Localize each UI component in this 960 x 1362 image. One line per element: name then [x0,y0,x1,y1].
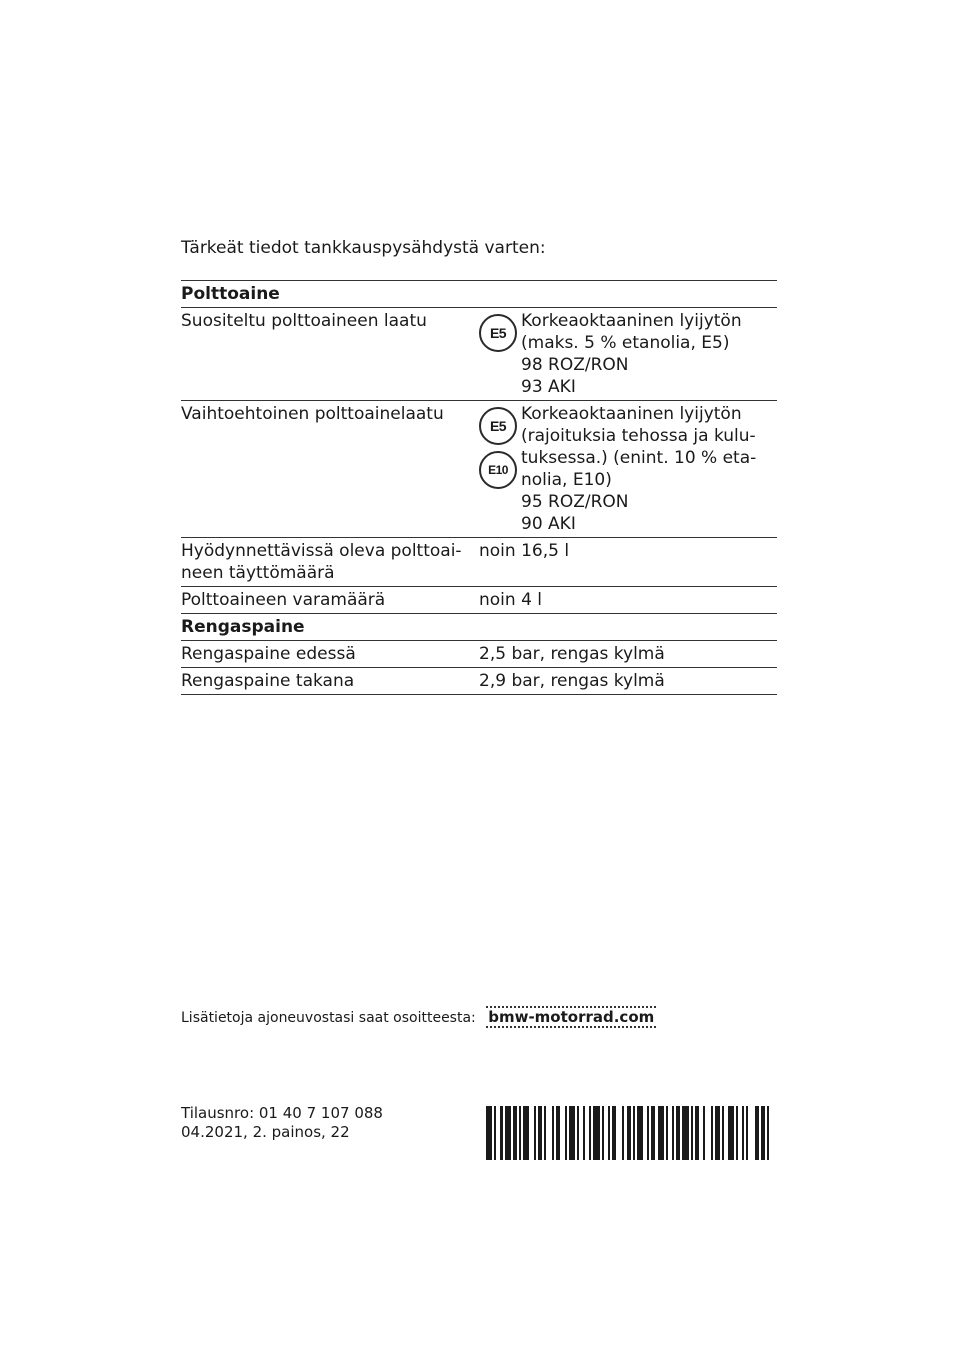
fuel-capacity-value: noin 16,5 l [479,541,570,561]
section-title-tyres: Rengaspaine [181,617,305,637]
recommended-fuel-label: Suositeltu polttoaineen laatu [181,311,427,331]
table-row-fuel-reserve [181,587,777,614]
fuel-capacity-label: Hyödynnettävissä oleva polttoai- neen täyttömäärä [181,541,462,583]
alternative-fuel-label: Vaihtoehtoinen polttoainelaatu [181,404,444,424]
table-row-recommended-fuel [181,308,777,401]
e5-fuel-icon: E5 [479,314,517,352]
alternative-fuel-value: Korkeaoktaaninen lyijytön (rajoituksia tehossa ja kulu- tuksessa.) (enint. 10 % eta- nolia, E10) 95 ROZ/RON 90 AKI [521,404,757,534]
tyre-rear-value: 2,9 bar, rengas kylmä [479,671,665,691]
fuel-tyre-table [181,280,777,695]
intro-text: Tärkeät tiedot tankkauspysähdystä varten: [181,238,546,258]
e5-fuel-icon: E5 [479,407,517,445]
footer-info [181,1008,656,1026]
info-text: Lisätietoja ajoneuvostasi saat osoitteesta: [181,1010,476,1026]
website-link[interactable]: bmw-motorrad.com [488,1008,655,1026]
table-row-alternative-fuel [181,401,777,538]
order-info [181,1104,383,1142]
table-row-tyre-front [181,641,777,668]
barcode [486,1106,776,1160]
section-header-fuel [181,281,777,308]
order-number: Tilausnro: 01 40 7 107 088 [181,1104,383,1122]
tyre-rear-label: Rengaspaine takana [181,671,355,691]
barcode-bar [769,1106,775,1160]
fuel-reserve-label: Polttoaineen varamäärä [181,590,386,610]
section-header-tyres [181,614,777,641]
tyre-front-value: 2,5 bar, rengas kylmä [479,644,665,664]
table-row-fuel-capacity [181,538,777,587]
fuel-reserve-value: noin 4 l [479,590,543,610]
tyre-front-label: Rengaspaine edessä [181,644,356,664]
section-title-fuel: Polttoaine [181,284,280,304]
recommended-fuel-value: Korkeaoktaaninen lyijytön (maks. 5 % etanolia, E5) 98 ROZ/RON 93 AKI [521,311,742,397]
e10-fuel-icon: E10 [479,451,517,489]
edition-info: 04.2021, 2. painos, 22 [181,1123,350,1141]
table-row-tyre-rear [181,668,777,695]
